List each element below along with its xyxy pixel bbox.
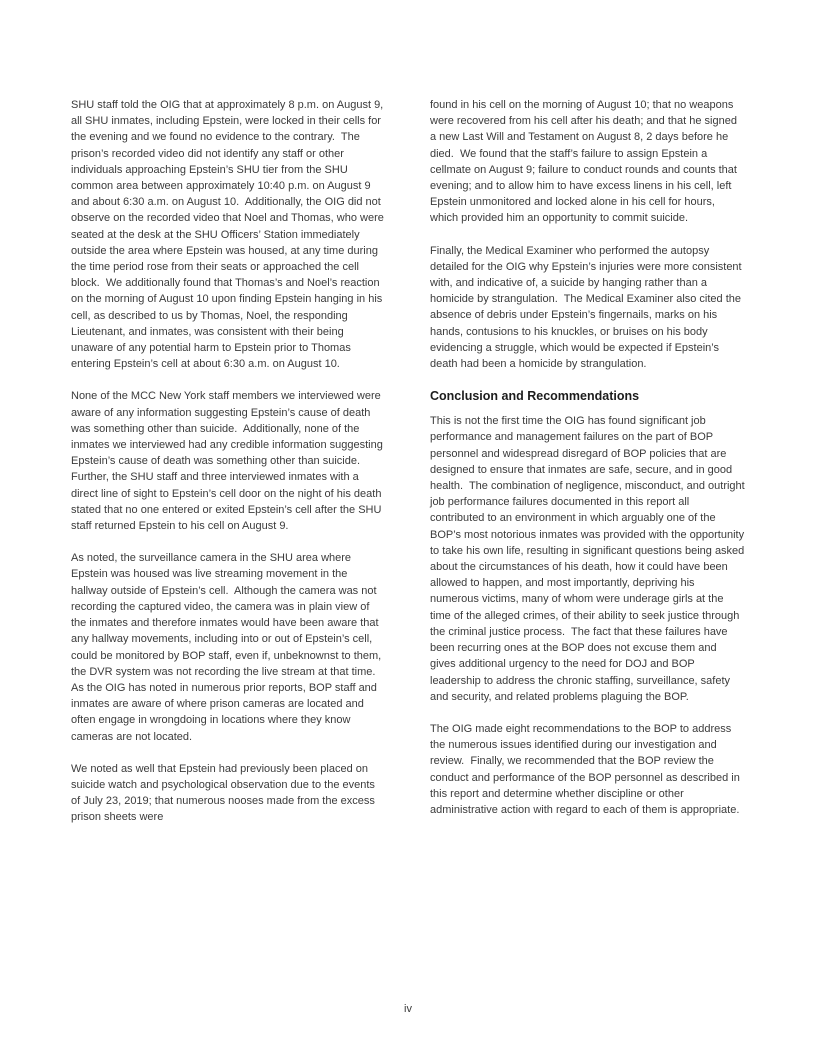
body-paragraph: found in his cell on the morning of August 10; that no weapons were recovered from his cell after his death; and that he signed a new Last Will and Testament on August 8, 2 days before he died. We found that the staff’s failure to assign Epstein a cellmate on August 9; failure to conduct rounds and counts that evening; and to allow him to have excess linens in his cell, left Epstein unmonitored and locked alone in his cell for hours, which provided him an opportunity to commit suicide. (430, 99, 741, 225)
section-heading-conclusion: Conclusion and Recommendations (430, 389, 640, 404)
body-paragraph: We noted as well that Epstein had previously been placed on suicide watch and psychological observation due to the events of July 23, 2019; that numerous nooses made from the excess prison sheets were (71, 762, 378, 824)
page-number: iv (404, 1003, 412, 1015)
body-paragraph: Finally, the Medical Examiner who performed the autopsy detailed for the OIG why Epstein’s injuries were more consistent with, and indicative of, a suicide by hanging rather than a homicide by strangulation. The Medical Examiner also cited the absence of debris under Epstein’s fingernails, marks on his hands, contusions to his knuckles, or bruises on his body evidencing a struggle, which would be expected if Epstein’s death had been a homicide by strangulation. (430, 244, 745, 371)
body-paragraph: None of the MCC New York staff members we interviewed were aware of any information suggesting Epstein’s cause of death was something other than suicide. Additionally, none of the inmates we interviewed had any credible information suggesting Epstein’s cause of death was something other than suicide. Further, the SHU staff and three interviewed inmates with a direct line of sight to Epstein’s cell door on the night of his death stated that no one entered or exited Epstein’s cell after the SHU staff returned Epstein to his cell on August 9. (71, 390, 386, 533)
body-paragraph: As noted, the surveillance camera in the SHU area where Epstein was housed was live streaming movement in the hallway outside of Epstein’s cell. Although the camera was not recording the captured video, the camera was in plain view of the inmates and therefore inmates would have been aware that any hallway movements, including into or out of Epstein’s cell, could be monitored by BOP staff, even if, unbeknownst to them, the DVR system was not recording the live stream at that time. As the OIG has noted in numerous prior reports, BOP staff and inmates are aware of where prison cameras are located and often engage in wrongdoing in locations where they know cameras are not located. (71, 552, 385, 743)
right-column (430, 97, 748, 834)
body-paragraph: This is not the first time the OIG has found significant job performance and management failures on the part of BOP personnel and widespread disregard of BOP policies that are designed to ensure that inmates are safe, secure, and in good health. The combination of negligence, misconduct, and outright job performance failures documented in this report all contributed to an environment in which arguably one of the BOP’s most notorious inmates was provided with the opportunity to take his own life, resulting in significant questions being asked about the circumstances of his death, how it could have been allowed to happen, and most importantly, depriving his numerous victims, many of whom were underage girls at the time of the alleged crimes, of their ability to seek justice through the criminal justice process. The fact that these failures have been recurring ones at the BOP does not excuse them and gives additional urgency to the need for DOJ and BOP leadership to address the chronic staffing, surveillance, safety and security, and related problems plaguing the BOP. (430, 415, 748, 703)
body-paragraph: SHU staff told the OIG that at approximately 8 p.m. on August 9, all SHU inmates, including Epstein, were locked in their cells for the evening and we found no evidence to the contrary. The prison’s recorded video did not identify any staff or other individuals approaching Epstein’s SHU tier from the SHU common area between approximately 10:40 p.m. on August 9 and about 6:30 a.m. on August 10. Additionally, the OIG did not observe on the recorded video that Noel and Thomas, who were seated at the desk at the SHU Officers’ Station immediately outside the area where Epstein was housed, at any time during the time period rose from their seats or approached the cell block. We additionally found that Thomas’s and Noel’s reaction on the morning of August 10 upon finding Epstein hanging in his cell, as described to us by Thomas, Noel, the responding Lieutenant, and inmates, was consistent with their being unaware of any potential harm to Epstein prior to Thomas entering Epstein’s cell at about 6:30 a.m. on August 10. (71, 99, 387, 371)
two-column-layout (71, 97, 748, 842)
body-paragraph: The OIG made eight recommendations to the BOP to address the numerous issues identified during our investigation and review. Finally, we recommended that the BOP review the conduct and performance of the BOP personnel as described in this report and determine whether discipline or other administrative action with regard to each of them is appropriate. (430, 722, 743, 816)
left-column (71, 97, 386, 842)
